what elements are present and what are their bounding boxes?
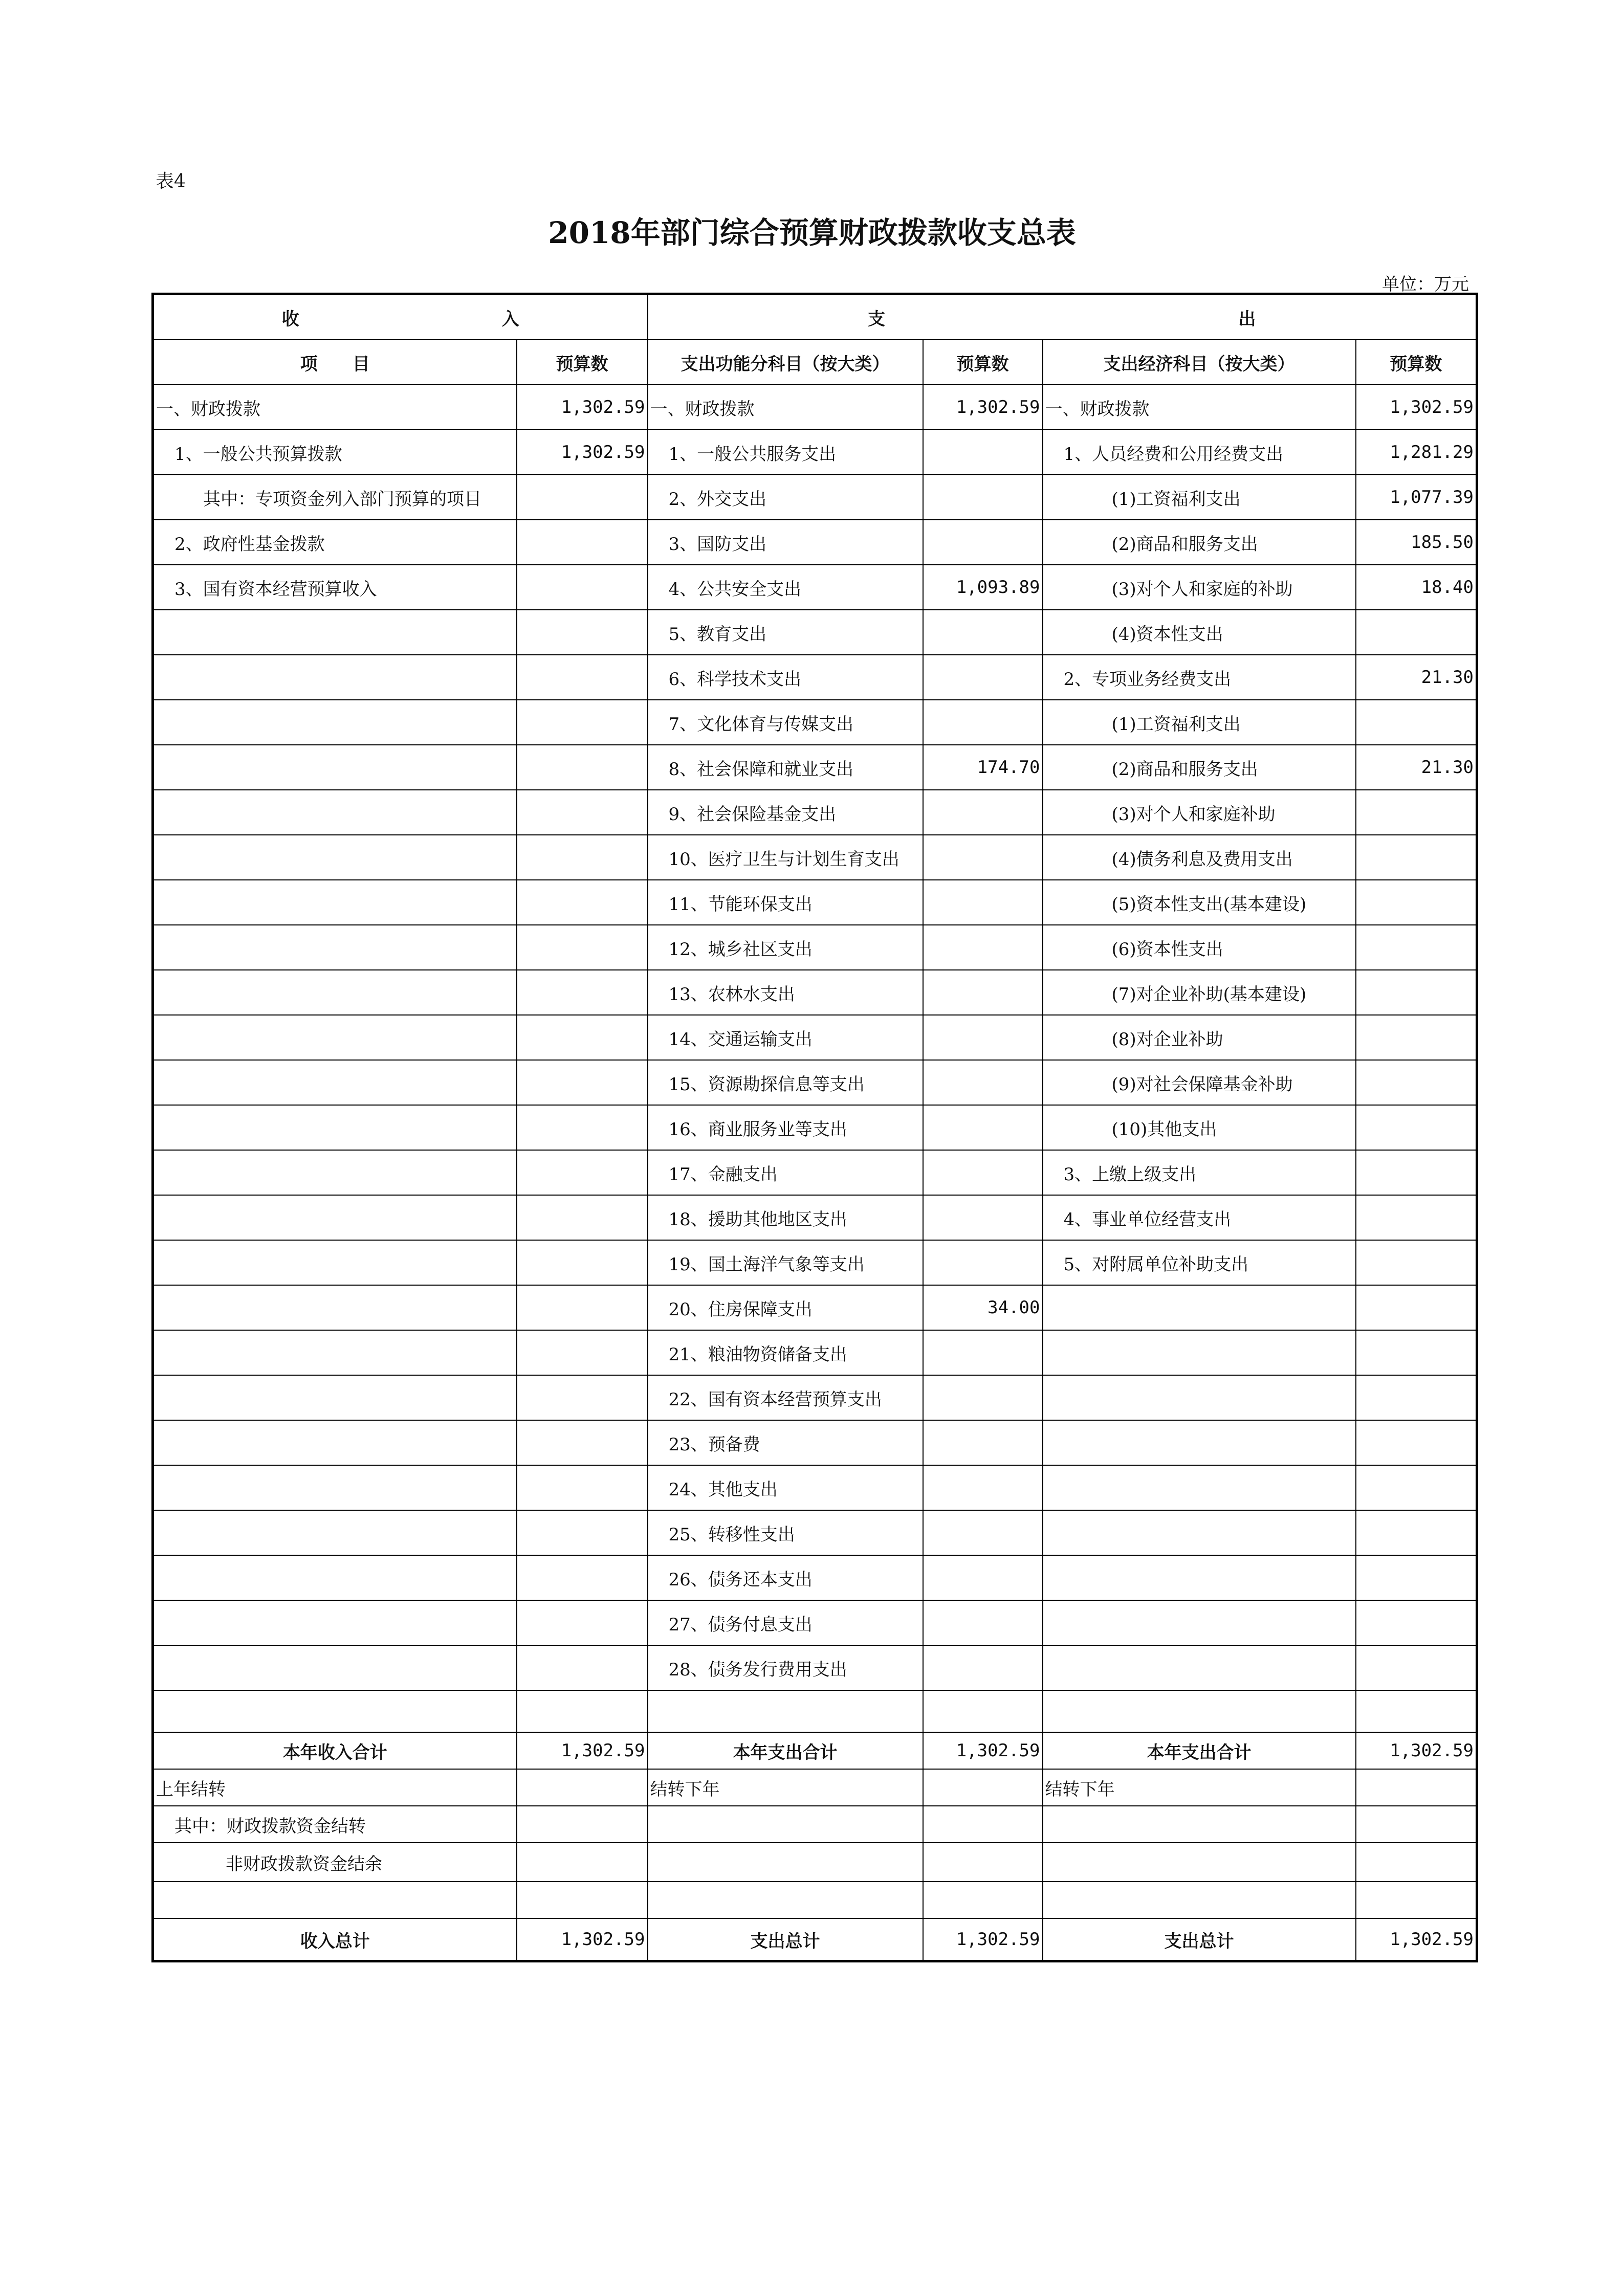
function-value-cell (923, 1600, 1043, 1645)
income-value-cell (517, 970, 648, 1015)
function-value-cell (923, 1195, 1043, 1240)
economic-value-cell (1356, 1465, 1477, 1510)
function-item-cell: 15、资源勘探信息等支出 (648, 1060, 923, 1105)
economic-value-cell (1356, 925, 1477, 970)
economic-item-cell: (1)工资福利支出 (1043, 700, 1356, 745)
column-header-row (153, 340, 1477, 385)
table-row (153, 1105, 1477, 1150)
income-item-cell: 其中：专项资金列入部门预算的项目 (153, 475, 517, 520)
economic-item-cell: (2)商品和服务支出 (1043, 745, 1356, 790)
economic-value-cell: 185.50 (1356, 520, 1477, 565)
income-item-cell (153, 1105, 517, 1150)
empty-cell (153, 1882, 517, 1918)
economic-item-cell (1043, 1330, 1356, 1375)
function-value-cell (923, 1375, 1043, 1420)
income-item-cell (153, 1150, 517, 1195)
economic-value-cell (1356, 1600, 1477, 1645)
grand-economic-total-label: 支出总计 (1043, 1918, 1356, 1961)
year-economic-total-label: 本年支出合计 (1043, 1732, 1356, 1769)
function-value-cell (923, 520, 1043, 565)
economic-value-cell (1356, 1330, 1477, 1375)
economic-item-cell: 一、财政拨款 (1043, 385, 1356, 430)
function-item-cell: 26、债务还本支出 (648, 1555, 923, 1600)
table-row (153, 745, 1477, 790)
economic-value-cell: 1,281.29 (1356, 430, 1477, 475)
economic-item-cell: (3)对个人和家庭补助 (1043, 790, 1356, 835)
income-value-cell (517, 1240, 648, 1285)
economic-value-cell (1356, 1060, 1477, 1105)
economic-item-cell: (5)资本性支出(基本建设) (1043, 880, 1356, 925)
function-item-cell: 27、债务付息支出 (648, 1600, 923, 1645)
function-value-cell (923, 1420, 1043, 1465)
income-value-cell (517, 1465, 648, 1510)
table-row (153, 1375, 1477, 1420)
table-row (153, 610, 1477, 655)
economic-value-cell: 1,077.39 (1356, 475, 1477, 520)
empty-cell (1356, 1882, 1477, 1918)
income-value-cell (517, 1105, 648, 1150)
carry-prev-year-label: 上年结转 (153, 1769, 517, 1806)
income-value-cell: 1,302.59 (517, 430, 648, 475)
unit-label: 单位：万元 (1382, 274, 1469, 295)
income-item-cell (153, 1420, 517, 1465)
economic-item-cell: 3、上缴上级支出 (1043, 1150, 1356, 1195)
carry-next-year-econ-value (1356, 1769, 1477, 1806)
carry-nonfiscal-value (517, 1843, 648, 1882)
income-item-cell (153, 655, 517, 700)
economic-value-cell (1356, 1105, 1477, 1150)
table-row (153, 1240, 1477, 1285)
year-income-total-label: 本年收入合计 (153, 1732, 517, 1769)
table-row (153, 475, 1477, 520)
table-row (153, 1195, 1477, 1240)
income-value-cell (517, 1690, 648, 1732)
income-item-cell (153, 1285, 517, 1330)
expense-header (648, 294, 1477, 340)
function-value-cell (923, 1240, 1043, 1285)
economic-value-cell (1356, 1510, 1477, 1555)
function-value-cell (923, 970, 1043, 1015)
function-item-cell: 20、住房保障支出 (648, 1285, 923, 1330)
col-header-budget-income: 预算数 (517, 340, 648, 385)
function-item-cell: 10、医疗卫生与计划生育支出 (648, 835, 923, 880)
income-item-cell (153, 1510, 517, 1555)
income-item-cell: 1、一般公共预算拨款 (153, 430, 517, 475)
function-value-cell (923, 1150, 1043, 1195)
economic-item-cell: (9)对社会保障基金补助 (1043, 1060, 1356, 1105)
carry-fiscal-label: 其中：财政拨款资金结转 (153, 1806, 517, 1843)
table-row (153, 565, 1477, 610)
income-item-cell (153, 610, 517, 655)
table-row (153, 1330, 1477, 1375)
income-value-cell (517, 1150, 648, 1195)
income-value-cell (517, 655, 648, 700)
income-value-cell (517, 745, 648, 790)
economic-item-cell: 4、事业单位经营支出 (1043, 1195, 1356, 1240)
table-row (153, 1420, 1477, 1465)
income-item-cell (153, 1645, 517, 1690)
economic-item-cell: (6)资本性支出 (1043, 925, 1356, 970)
economic-item-cell: (8)对企业补助 (1043, 1015, 1356, 1060)
income-header-char1: 收 (281, 308, 299, 329)
function-value-cell (923, 1060, 1043, 1105)
economic-value-cell (1356, 1420, 1477, 1465)
income-item-cell (153, 1015, 517, 1060)
grand-income-total-value: 1,302.59 (517, 1918, 648, 1961)
function-item-cell: 24、其他支出 (648, 1465, 923, 1510)
income-item-cell (153, 1600, 517, 1645)
empty-cell (517, 1882, 648, 1918)
economic-item-cell (1043, 1600, 1356, 1645)
table-row (153, 1645, 1477, 1690)
table-row (153, 1465, 1477, 1510)
function-item-cell: 17、金融支出 (648, 1150, 923, 1195)
year-income-total-value: 1,302.59 (517, 1732, 648, 1769)
function-value-cell (923, 475, 1043, 520)
empty-cell (923, 1806, 1043, 1843)
year-function-total-value: 1,302.59 (923, 1732, 1043, 1769)
empty-cell (1043, 1882, 1356, 1918)
income-item-cell (153, 925, 517, 970)
year-economic-total-value: 1,302.59 (1356, 1732, 1477, 1769)
income-value-cell (517, 1195, 648, 1240)
year-total-row (153, 1732, 1477, 1769)
economic-value-cell (1356, 1645, 1477, 1690)
function-value-cell (923, 1465, 1043, 1510)
income-item-cell (153, 745, 517, 790)
function-item-cell: 13、农林水支出 (648, 970, 923, 1015)
income-item-cell (153, 970, 517, 1015)
function-item-cell: 8、社会保障和就业支出 (648, 745, 923, 790)
economic-item-cell (1043, 1555, 1356, 1600)
economic-value-cell (1356, 1195, 1477, 1240)
income-value-cell (517, 610, 648, 655)
income-item-cell: 3、国有资本经营预算收入 (153, 565, 517, 610)
col-header-budget-economic: 预算数 (1356, 340, 1477, 385)
economic-item-cell: (10)其他支出 (1043, 1105, 1356, 1150)
function-value-cell (923, 430, 1043, 475)
empty-cell (648, 1806, 923, 1843)
table-row (153, 1015, 1477, 1060)
economic-item-cell (1043, 1465, 1356, 1510)
table-row (153, 970, 1477, 1015)
function-value-cell (923, 1645, 1043, 1690)
income-header (153, 294, 648, 340)
income-value-cell (517, 1285, 648, 1330)
carry-fiscal-value (517, 1806, 648, 1843)
income-item-cell (153, 1330, 517, 1375)
table-row (153, 1285, 1477, 1330)
function-item-cell: 6、科学技术支出 (648, 655, 923, 700)
income-value-cell (517, 790, 648, 835)
function-value-cell (923, 1105, 1043, 1150)
economic-value-cell (1356, 1015, 1477, 1060)
function-item-cell: 16、商业服务业等支出 (648, 1105, 923, 1150)
economic-item-cell: 5、对附属单位补助支出 (1043, 1240, 1356, 1285)
function-item-cell: 11、节能环保支出 (648, 880, 923, 925)
function-value-cell (923, 1510, 1043, 1555)
table-row (153, 700, 1477, 745)
function-item-cell: 2、外交支出 (648, 475, 923, 520)
economic-item-cell: (4)债务利息及费用支出 (1043, 835, 1356, 880)
economic-value-cell (1356, 1690, 1477, 1732)
function-value-cell: 34.00 (923, 1285, 1043, 1330)
economic-value-cell (1356, 835, 1477, 880)
economic-value-cell (1356, 880, 1477, 925)
income-header-char2: 入 (501, 308, 519, 329)
income-item-cell (153, 835, 517, 880)
function-item-cell: 5、教育支出 (648, 610, 923, 655)
function-value-cell (923, 1690, 1043, 1732)
col-header-budget-function: 预算数 (923, 340, 1043, 385)
function-value-cell: 1,302.59 (923, 385, 1043, 430)
function-item-cell: 一、财政拨款 (648, 385, 923, 430)
function-item-cell (648, 1690, 923, 1732)
income-value-cell (517, 1555, 648, 1600)
function-item-cell: 12、城乡社区支出 (648, 925, 923, 970)
carry-nonfiscal-label: 非财政拨款资金结余 (153, 1843, 517, 1882)
table-row (153, 430, 1477, 475)
carry-next-year-value (923, 1769, 1043, 1806)
income-value-cell (517, 925, 648, 970)
function-item-cell: 7、文化体育与传媒支出 (648, 700, 923, 745)
carry-prev-year-value (517, 1769, 648, 1806)
table-row (153, 835, 1477, 880)
col-header-function: 支出功能分科目（按大类） (648, 340, 923, 385)
empty-cell (1043, 1843, 1356, 1882)
function-value-cell (923, 1015, 1043, 1060)
economic-value-cell: 1,302.59 (1356, 385, 1477, 430)
economic-value-cell: 21.30 (1356, 745, 1477, 790)
income-item-cell (153, 1555, 517, 1600)
income-item-cell (153, 1690, 517, 1732)
economic-value-cell: 21.30 (1356, 655, 1477, 700)
function-item-cell: 9、社会保险基金支出 (648, 790, 923, 835)
income-value-cell (517, 1420, 648, 1465)
expense-header-char1: 支 (868, 308, 886, 329)
table-row (153, 385, 1477, 430)
economic-item-cell: 1、人员经费和公用经费支出 (1043, 430, 1356, 475)
income-item-cell (153, 1060, 517, 1105)
function-item-cell: 21、粮油物资储备支出 (648, 1330, 923, 1375)
function-item-cell: 1、一般公共服务支出 (648, 430, 923, 475)
function-value-cell (923, 790, 1043, 835)
function-item-cell: 19、国土海洋气象等支出 (648, 1240, 923, 1285)
income-value-cell (517, 1510, 648, 1555)
function-item-cell: 23、预备费 (648, 1420, 923, 1465)
income-item-cell (153, 1465, 517, 1510)
income-value-cell (517, 1330, 648, 1375)
function-value-cell (923, 655, 1043, 700)
grand-function-total-value: 1,302.59 (923, 1918, 1043, 1961)
table-row (153, 1600, 1477, 1645)
economic-item-cell (1043, 1510, 1356, 1555)
col-header-economic: 支出经济科目（按大类） (1043, 340, 1356, 385)
top-header-row (153, 294, 1477, 340)
economic-item-cell (1043, 1690, 1356, 1732)
carry-next-year-econ-label: 结转下年 (1043, 1769, 1356, 1806)
economic-item-cell: (1)工资福利支出 (1043, 475, 1356, 520)
grand-economic-total-value: 1,302.59 (1356, 1918, 1477, 1961)
function-value-cell (923, 1555, 1043, 1600)
economic-item-cell: 2、专项业务经费支出 (1043, 655, 1356, 700)
economic-value-cell: 18.40 (1356, 565, 1477, 610)
empty-cell (923, 1882, 1043, 1918)
col-header-item: 项 目 (153, 340, 517, 385)
carry-row (153, 1769, 1477, 1806)
table-row (153, 1060, 1477, 1105)
function-value-cell (923, 835, 1043, 880)
carry-sub-row (153, 1806, 1477, 1843)
empty-cell (1356, 1843, 1477, 1882)
function-item-cell: 14、交通运输支出 (648, 1015, 923, 1060)
income-value-cell (517, 475, 648, 520)
function-item-cell: 3、国防支出 (648, 520, 923, 565)
function-value-cell (923, 880, 1043, 925)
income-value-cell (517, 1060, 648, 1105)
economic-value-cell (1356, 1240, 1477, 1285)
grand-function-total-label: 支出总计 (648, 1918, 923, 1961)
economic-value-cell (1356, 1375, 1477, 1420)
economic-item-cell: (7)对企业补助(基本建设) (1043, 970, 1356, 1015)
economic-value-cell (1356, 1150, 1477, 1195)
table-row (153, 880, 1477, 925)
income-item-cell (153, 1195, 517, 1240)
economic-value-cell (1356, 970, 1477, 1015)
economic-value-cell (1356, 1555, 1477, 1600)
function-value-cell (923, 700, 1043, 745)
function-item-cell: 22、国有资本经营预算支出 (648, 1375, 923, 1420)
function-value-cell: 1,093.89 (923, 565, 1043, 610)
function-value-cell (923, 1330, 1043, 1375)
economic-item-cell (1043, 1285, 1356, 1330)
table-row (153, 1555, 1477, 1600)
income-item-cell (153, 1240, 517, 1285)
income-value-cell (517, 565, 648, 610)
year-function-total-label: 本年支出合计 (648, 1732, 923, 1769)
income-value-cell (517, 880, 648, 925)
table-row (153, 790, 1477, 835)
table-row (153, 1150, 1477, 1195)
economic-item-cell (1043, 1420, 1356, 1465)
empty-cell (1043, 1806, 1356, 1843)
function-item-cell: 25、转移性支出 (648, 1510, 923, 1555)
economic-value-cell (1356, 700, 1477, 745)
page-title: 2018年部门综合预算财政拨款收支总表 (548, 215, 1076, 250)
income-value-cell (517, 1645, 648, 1690)
table-row (153, 1690, 1477, 1732)
economic-item-cell (1043, 1645, 1356, 1690)
income-item-cell (153, 790, 517, 835)
income-item-cell: 2、政府性基金拨款 (153, 520, 517, 565)
grand-total-row (153, 1918, 1477, 1961)
carry-sub-row (153, 1843, 1477, 1882)
economic-value-cell (1356, 790, 1477, 835)
income-value-cell: 1,302.59 (517, 385, 648, 430)
income-value-cell (517, 520, 648, 565)
income-value-cell (517, 700, 648, 745)
function-value-cell (923, 925, 1043, 970)
income-value-cell (517, 1600, 648, 1645)
empty-cell (648, 1843, 923, 1882)
table-row (153, 1510, 1477, 1555)
economic-value-cell (1356, 1285, 1477, 1330)
carry-next-year-label: 结转下年 (648, 1769, 923, 1806)
function-item-cell: 4、公共安全支出 (648, 565, 923, 610)
economic-item-cell: (3)对个人和家庭的补助 (1043, 565, 1356, 610)
economic-item-cell: (4)资本性支出 (1043, 610, 1356, 655)
table-row (153, 520, 1477, 565)
income-item-cell (153, 1375, 517, 1420)
function-value-cell: 174.70 (923, 745, 1043, 790)
table-row (153, 925, 1477, 970)
expense-header-char2: 出 (1238, 308, 1256, 329)
income-item-cell (153, 880, 517, 925)
function-item-cell: 28、债务发行费用支出 (648, 1645, 923, 1690)
income-value-cell (517, 1375, 648, 1420)
table-number: 表4 (156, 171, 186, 192)
blank-row (153, 1882, 1477, 1918)
grand-income-total-label: 收入总计 (153, 1918, 517, 1961)
economic-item-cell (1043, 1375, 1356, 1420)
table-row (153, 655, 1477, 700)
economic-value-cell (1356, 610, 1477, 655)
empty-cell (1356, 1806, 1477, 1843)
empty-cell (923, 1843, 1043, 1882)
income-value-cell (517, 835, 648, 880)
budget-table (151, 293, 1478, 1962)
economic-item-cell: (2)商品和服务支出 (1043, 520, 1356, 565)
function-value-cell (923, 610, 1043, 655)
income-item-cell (153, 700, 517, 745)
income-value-cell (517, 1015, 648, 1060)
empty-cell (648, 1882, 923, 1918)
income-item-cell: 一、财政拨款 (153, 385, 517, 430)
function-item-cell: 18、援助其他地区支出 (648, 1195, 923, 1240)
